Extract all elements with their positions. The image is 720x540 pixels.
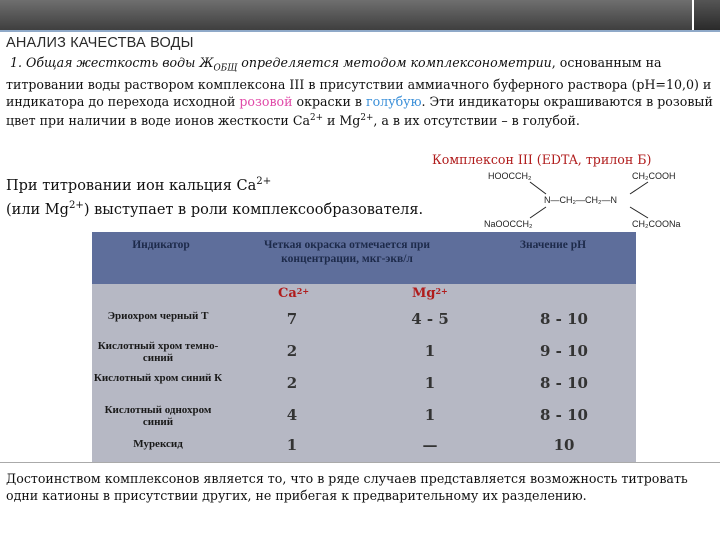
titration-sup-2: 2+ xyxy=(68,199,84,211)
para-sup-2: 2+ xyxy=(360,113,374,124)
table-row-name: Мурексид xyxy=(133,438,183,450)
table-cell-ca: 4 xyxy=(286,406,298,424)
top-decor-bar xyxy=(0,0,692,30)
top-divider xyxy=(0,30,720,32)
intro-paragraph xyxy=(6,55,718,130)
formula-bottom-right: CH₂COONa xyxy=(632,219,681,229)
slide-title: АНАЛИЗ КАЧЕСТВА ВОДЫ xyxy=(6,35,194,51)
table-row-name: Кислотный однохром синий xyxy=(104,404,212,428)
para-text-1: , основанным на титровании воды раствором комплексона III в присутствии аммиачного буферного раствора (pH=10,0) и индикатора до перехода исходной xyxy=(6,55,712,109)
table-cell-ca: 2 xyxy=(286,342,298,360)
table-cell-ca: 2 xyxy=(286,374,298,392)
para-pink-word: розовой xyxy=(239,93,293,109)
table-cell-mg: 1 xyxy=(424,406,436,424)
formula-middle: N—CH₂—CH₂—N xyxy=(544,195,617,205)
para-blue-word: голубую xyxy=(365,93,422,109)
complexon-caption: Комплексон III (EDTA, трилон Б) xyxy=(432,152,652,167)
header-indicator: Индикатор xyxy=(132,239,190,251)
table-cell-ph: 9 - 10 xyxy=(540,342,588,360)
table-row-name: Кислотный хром синий К xyxy=(93,372,223,384)
table-cell-ca: 1 xyxy=(286,436,298,454)
para-text-5: , а в их отсутствии – в голубой. xyxy=(373,113,580,129)
table-cell-ph: 8 - 10 xyxy=(540,310,588,328)
conclusion-text: Достоинством комплексонов является то, что в ряде случаев представляется возможность титровать одни катионы в присутствии других, не прибегая к предварительному их разделению. xyxy=(6,471,688,503)
titration-line-2a: (или Mg xyxy=(6,201,69,218)
top-decor-block xyxy=(694,0,720,30)
table-cell-ca: 7 xyxy=(286,310,298,328)
formula-top-right: CH₂COOH xyxy=(632,171,676,181)
formula-bond-1 xyxy=(530,182,546,194)
indicator-table xyxy=(92,232,636,462)
para-sup-1: 2+ xyxy=(309,113,323,124)
formula-top-left: HOOCCH₂ xyxy=(488,171,532,181)
table-cell-mg: — xyxy=(422,436,438,454)
formula-bottom-left: NaOOCCH₂ xyxy=(484,219,533,229)
para-italic-sub: ОБЩ xyxy=(213,63,238,74)
titration-text xyxy=(6,172,476,220)
formula-bond-3 xyxy=(530,207,546,218)
table-cell-ph: 8 - 10 xyxy=(540,406,588,424)
titration-line-2b: ) выступает в роли комплексообразователя. xyxy=(83,201,424,218)
formula-bond-2 xyxy=(630,182,648,194)
subheader-ca-sup: 2+ xyxy=(296,286,310,296)
subheader-mg-sup: 2+ xyxy=(435,286,448,296)
para-italic-tail: определяется методом комплексонометрии xyxy=(237,55,552,70)
table-cell-mg: 1 xyxy=(424,342,436,360)
para-text-2: окраски в xyxy=(292,93,366,109)
formula-bond-4 xyxy=(630,207,648,218)
header-concentration: Четкая окраска отмечается при концентрации, мкг-экв/л xyxy=(263,239,431,265)
para-italic xyxy=(10,55,552,74)
para-text-4: и Mg xyxy=(322,113,361,129)
bottom-divider xyxy=(0,462,720,463)
subheader-ca xyxy=(278,286,309,301)
subheader-mg xyxy=(412,286,448,301)
table-cell-ph: 10 xyxy=(553,436,575,454)
header-ph: Значение pH xyxy=(519,239,587,251)
table-cell-ph: 8 - 10 xyxy=(540,374,588,392)
subheader-ca-text: Ca xyxy=(278,286,297,301)
para-italic-text: 1. Общая жесткость воды Ж xyxy=(10,55,214,70)
para-text-3: . Эти индикаторы окрашиваются в розовый цвет при наличии в воде ионов жесткости Ca xyxy=(6,93,713,129)
titration-line-1: При титровании ион кальция Ca xyxy=(6,177,257,194)
edta-structural-formula xyxy=(482,168,714,230)
table-row-name: Кислотный хром темно-синий xyxy=(97,340,219,364)
table-row-name: Эриохром черный Т xyxy=(107,310,209,322)
table-header xyxy=(92,232,636,284)
table-cell-mg: 4 - 5 xyxy=(411,310,449,328)
subheader-mg-text: Mg xyxy=(412,286,436,301)
table-cell-mg: 1 xyxy=(424,374,436,392)
titration-sup-1: 2+ xyxy=(256,176,272,187)
